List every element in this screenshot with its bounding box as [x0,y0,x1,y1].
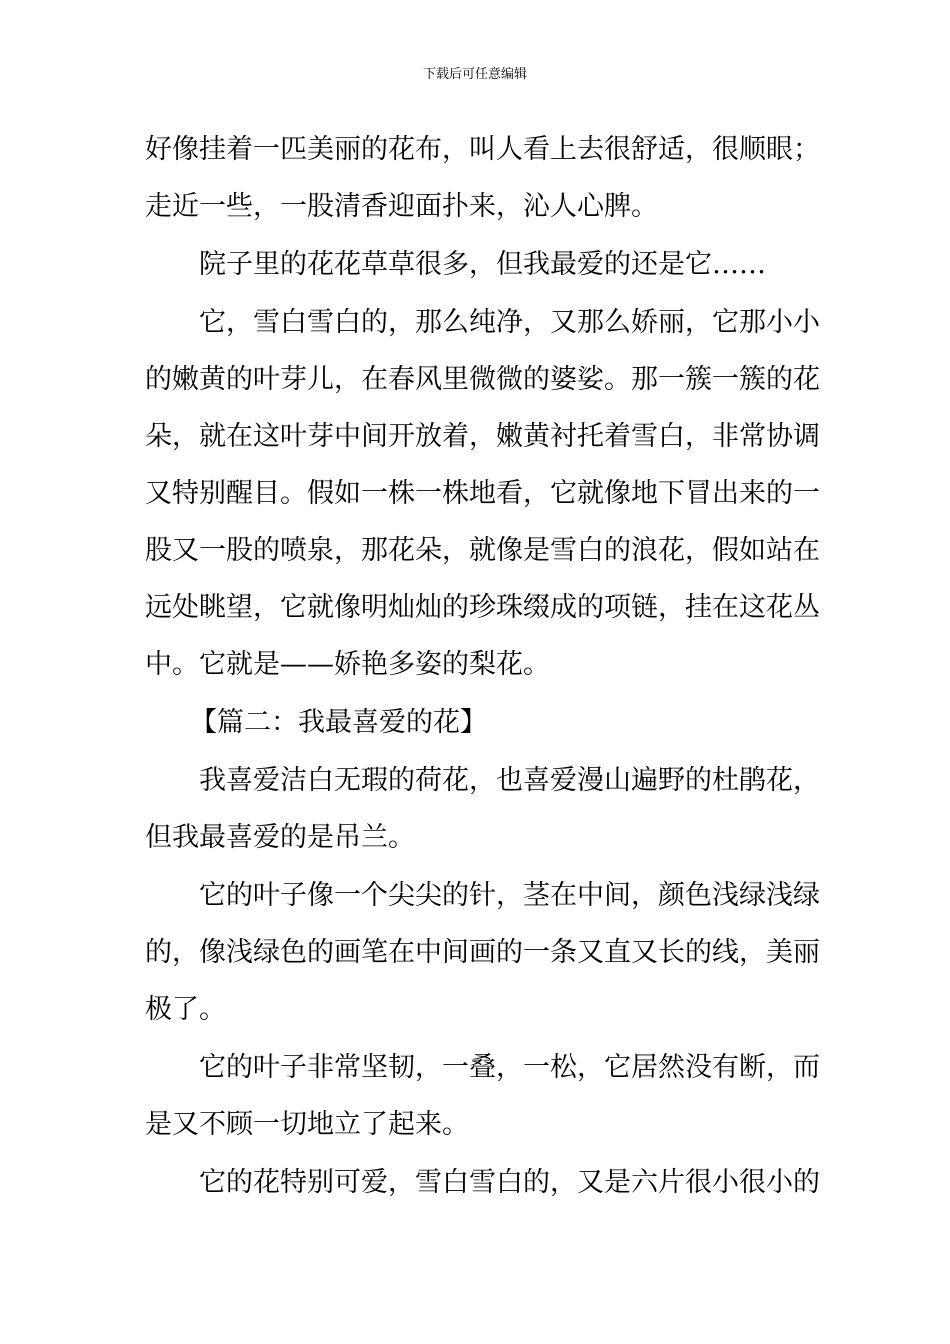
text-line: 它的叶子非常坚韧，一叠，一松，它居然没有断，而 [199,1052,820,1083]
text-line: 但我最喜爱的是吊兰。 [145,822,415,853]
text-line: 股又一股的喷泉，那花朵，就像是雪白的浪花，假如站在 [145,535,820,566]
text-line: 极了。 [145,994,226,1025]
section-heading: 【篇二：我最喜爱的花】 [190,707,487,738]
text-line: 朵，就在这叶芽中间开放着，嫩黄衬托着雪白，非常协调 [145,421,820,452]
text-line: 的嫩黄的叶芽儿，在春风里微微的婆娑。那一簇一簇的花 [145,364,820,395]
text-line: 院子里的花花草草很多，但我最爱的还是它…… [199,249,766,280]
text-line: 的，像浅绿色的画笔在中间画的一条又直又长的线，美丽 [145,937,820,968]
text-line: 好像挂着一匹美丽的花布，叫人看上去很舒适，很顺眼； [145,134,820,165]
text-line: 它的叶子像一个尖尖的针，茎在中间，颜色浅绿浅绿 [199,880,820,911]
text-line: 走近一些，一股清香迎面扑来，沁人心脾。 [145,191,658,222]
text-line: 又特别醒目。假如一株一株地看，它就像地下冒出来的一 [145,478,820,509]
text-line: 它的花特别可爱，雪白雪白的，又是六片很小很小的 [199,1167,820,1198]
text-line: 远处眺望，它就像明灿灿的珍珠缀成的项链，挂在这花丛 [145,592,820,623]
text-line: 是又不顾一切地立了起来。 [145,1109,469,1140]
text-line: 中。它就是——娇艳多姿的梨花。 [145,649,550,680]
page-header: 下载后可任意编辑 [422,67,527,82]
text-line: 我喜爱洁白无瑕的荷花，也喜爱漫山遍野的杜鹃花， [199,765,820,796]
text-line: 它，雪白雪白的，那么纯净，又那么娇丽，它那小小 [199,307,820,338]
